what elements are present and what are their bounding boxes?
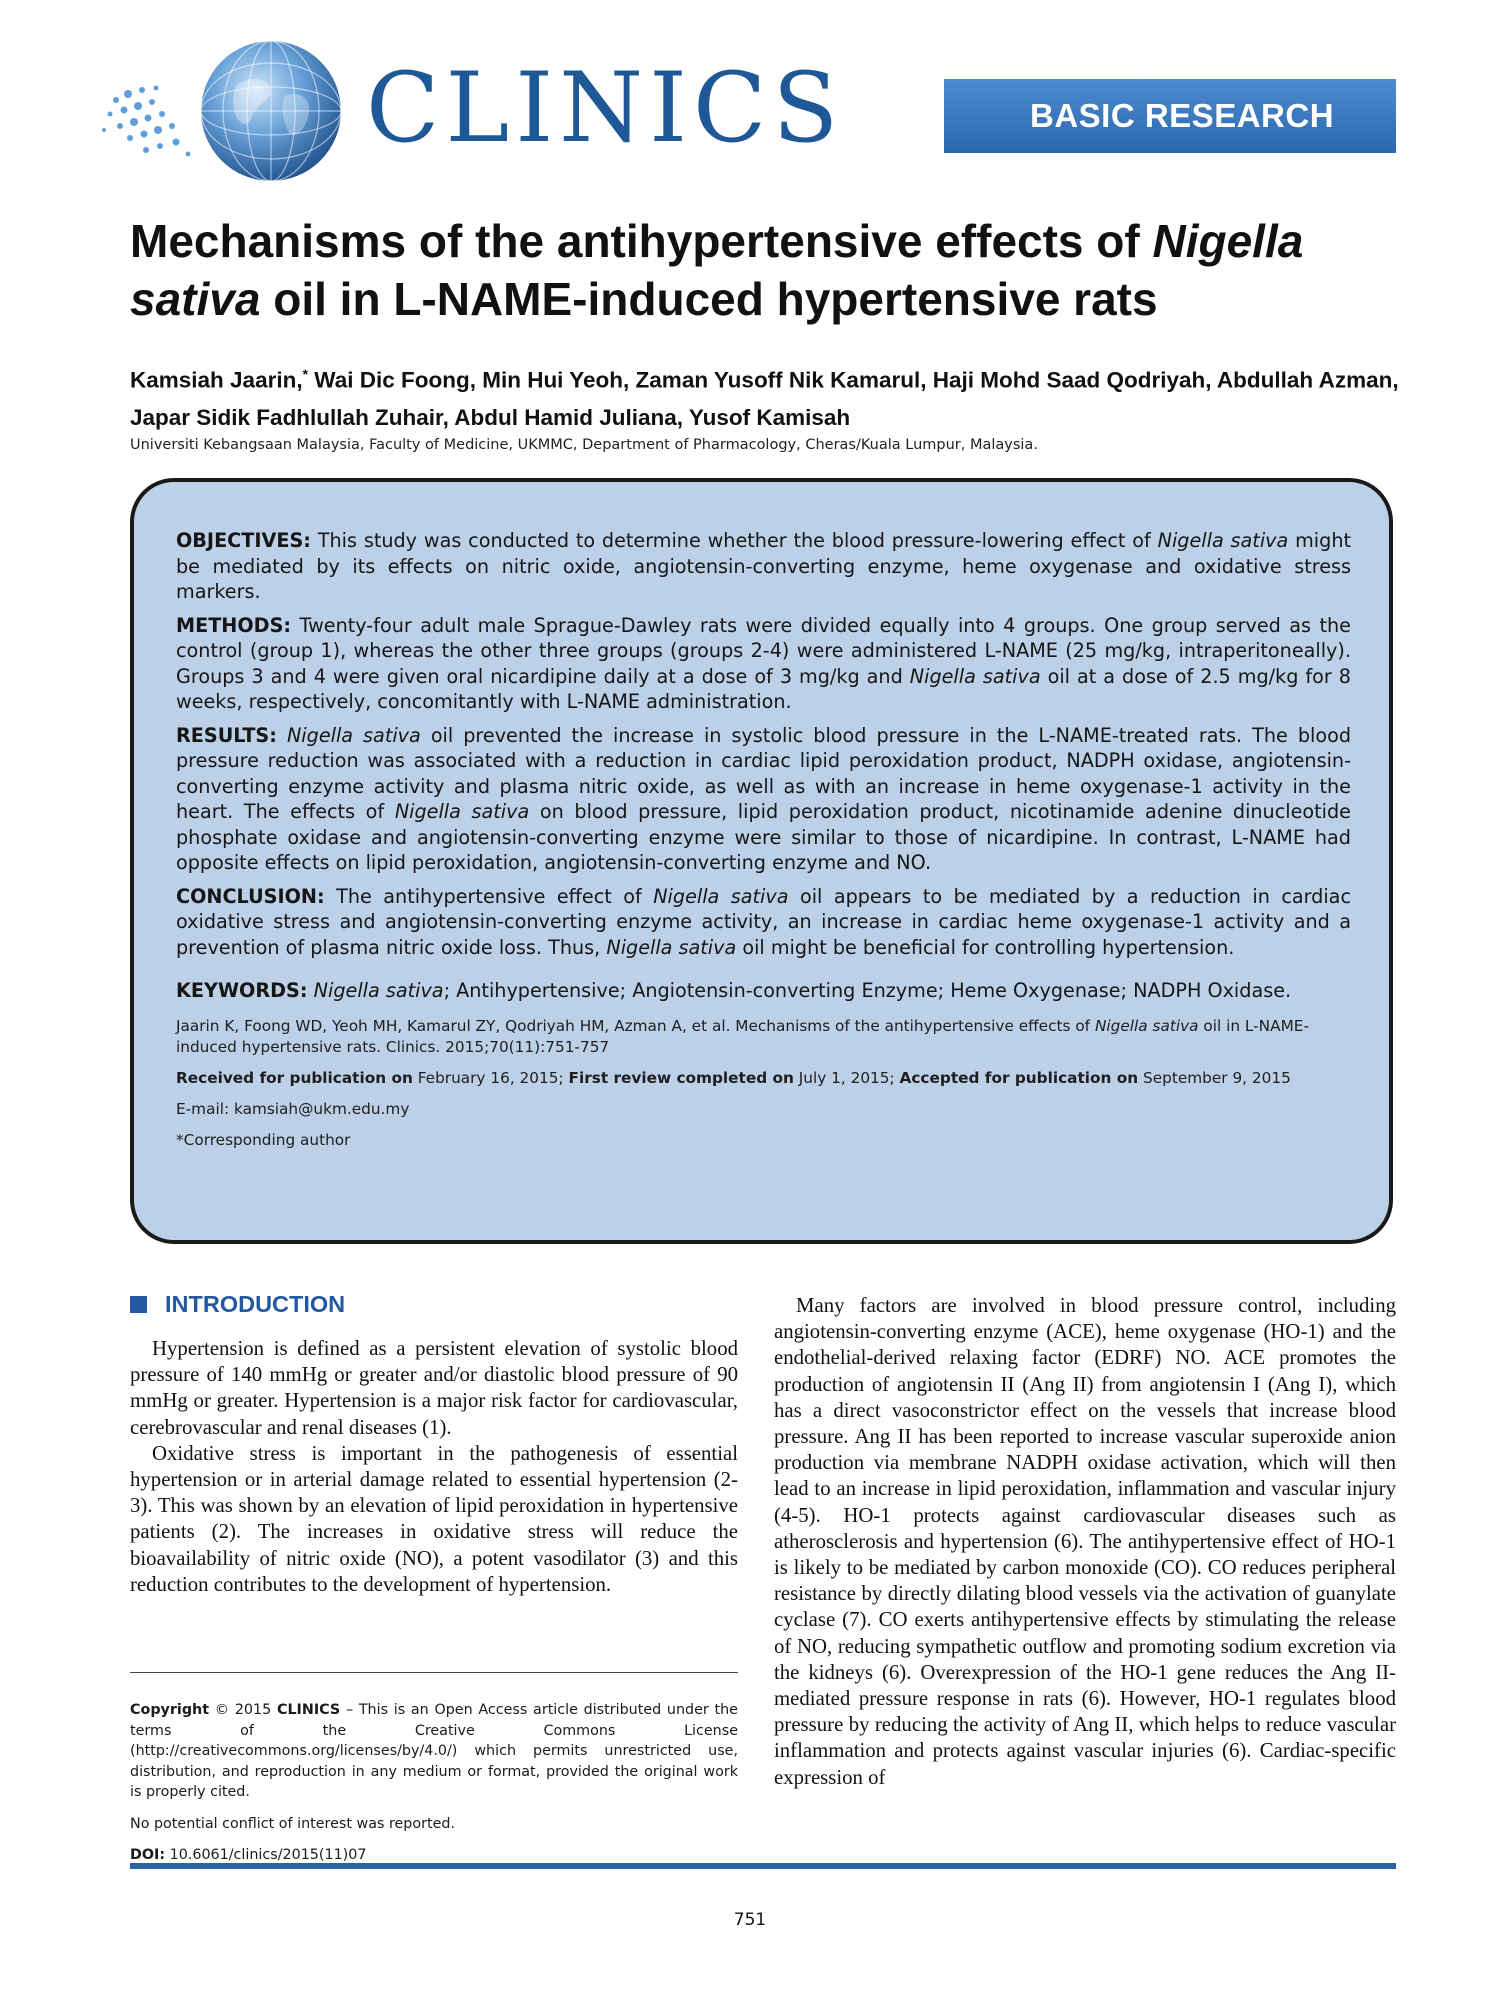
date-value: July 1, 2015; [793, 1068, 900, 1087]
globe-icon [196, 36, 346, 186]
title-italic: Nigella sativa [130, 215, 1304, 325]
section-label: METHODS: [176, 613, 292, 637]
abstract-results [176, 723, 1351, 876]
article-title [130, 212, 1410, 328]
section-tag [944, 79, 1396, 153]
citation [176, 1016, 1351, 1058]
date-value: February 16, 2015; [412, 1068, 569, 1087]
journal-wordmark: CLINICS [366, 52, 845, 164]
introduction-heading [130, 1291, 345, 1318]
species-italic: Nigella sativa [606, 935, 737, 959]
abstract-keywords [176, 978, 1351, 1004]
body-paragraph: Oxidative stress is important in the pathogenesis of essential hypertension or in arterial damage related to essential hypertension (2-3). This was shown by an elevation of lipid peroxidation in hypertensive patients (2). The increases in oxidative stress will reduce the bioavailability of nitric oxide (NO), a potent vasodilator (3) and this reduction contributes to the development of hypertension. [130, 1441, 738, 1596]
species-italic: Nigella sativa [394, 800, 530, 823]
abstract-text: on blood pressure, lipid peroxidation product, nicotinamide adenine dinucleotide phosphate oxidase and angiotensin-converting enzyme were similar to those of nicardipine. In contrast, L-NAME had opposite effects on lipid peroxidation, angiotensin-converting enzyme and NO. [176, 800, 1351, 874]
body-paragraph: Hypertension is defined as a persistent elevation of systolic blood pressure of 140 mmHg or greater and/or diastolic blood pressure of 90 mmHg or greater. Hypertension is a major risk factor for cardiovascular, cerebrovascular and renal diseases (1). [130, 1337, 738, 1439]
section-label: KEYWORDS: [176, 979, 308, 1002]
date-label: Received for publication on [176, 1068, 413, 1087]
corresponding-mark: * [302, 366, 309, 382]
date-value: September 9, 2015 [1138, 1068, 1291, 1087]
heading-square-icon [130, 1296, 147, 1313]
abstract-text: This study was conducted to determine whether the blood pressure-lowering effect of [310, 529, 1158, 552]
citation-text: Jaarin K, Foong WD, Yeoh MH, Kamarul ZY, Qodriyah HM, Azman A, et al. Mechanisms of the antihypertensive effects of [176, 1016, 1095, 1035]
abstract-text: oil appears to be mediated by a reduction in cardiac oxidative stress and angiotensin-converting enzyme activity, an increase in cardiac heme oxygenase-1 activity and a prevention of plasma nitric oxide loss. Thus, [176, 884, 1351, 959]
abstract-text: might be mediated by its effects on nitric oxide, angiotensin-converting enzyme, heme oxygenase and oxidative stress markers. [176, 529, 1351, 603]
copyright-brand: CLINICS [276, 1702, 341, 1718]
journal-logo [96, 30, 845, 180]
species-italic: Nigella sativa [313, 979, 444, 1002]
abstract-text: Twenty-four adult male Sprague-Dawley rats were divided equally into 4 groups. One group served as the control (group 1), whereas the other three groups (groups 2-4) were administered L-NAME (25 mg/kg, intraperitoneally). Groups 3 and 4 were given oral nicardipine daily at a dose of 3 mg/kg and [176, 613, 1351, 688]
publication-dates [176, 1068, 1351, 1089]
abstract-objectives [176, 528, 1351, 605]
left-column [130, 1336, 738, 1598]
abstract-conclusion [176, 884, 1351, 961]
abstract-text [277, 724, 287, 747]
page-number: 751 [733, 1910, 767, 1930]
copyright-year: © 2015 [209, 1702, 277, 1718]
title-text: oil in L-NAME-induced hypertensive rats [260, 273, 1158, 325]
date-label: First review completed on [568, 1068, 794, 1087]
bottom-rule [130, 1863, 1396, 1869]
body-paragraph: Many factors are involved in blood pressure control, including angiotensin-converting enzyme (ACE), heme oxygenase (HO-1) and the endothelial-derived relaxing factor (EDRF) NO. ACE promotes the production of angiotensin II (Ang II) from angiotensin I (Ang I), which has a direct vasoconstrictor effect on the vessels that increase blood pressure. Ang II has been reported to increase vascular superoxide anion production via membrane NADPH oxidase activation, which will then lead to an increase in lipid peroxidation, inflammation and vascular injury (4-5). HO-1 protects against cardiovascular diseases such as atherosclerosis and hypertension (6). The antihypertensive effect of HO-1 is likely to be mediated by carbon monoxide (CO). CO reduces peripheral resistance by directly dilating blood vessels via the activation of guanylate cyclase (7). CO exerts antihypertensive effects by stimulating the release of NO, reducing sympathetic outflow and promoting sodium excretion via the kidneys (6). Overexpression of the HO-1 gene reduces the Ang II-mediated pressure response in rats (6). However, HO-1 regulates blood pressure by reducing the activity of Ang II, which helps to reduce vascular inflammation and protects against vascular injuries (6). Cardiac-specific expression of [774, 1294, 1396, 1789]
copyright-text: – This is an Open Access article distributed under the terms of the Creative Commons License (http://creativecommons.org/licenses/by/4.0/) which permits unrestricted use, distribution, and reproduction in any medium or format, provided the original work is properly cited. [130, 1702, 738, 1800]
abstract-text: oil might be beneficial for controlling hypertension. [736, 935, 1235, 959]
section-label: OBJECTIVES: [176, 529, 311, 552]
copyright-note [130, 1700, 738, 1803]
species-italic: Nigella sativa [909, 664, 1041, 688]
abstract-box [130, 478, 1393, 1244]
section-label: RESULTS: [176, 723, 277, 747]
doi-label: DOI: [130, 1847, 166, 1863]
section-tag-label: BASIC RESEARCH [1030, 97, 1335, 134]
doi-value: 10.6061/clinics/2015(11)07 [165, 1847, 367, 1863]
species-italic: Nigella sativa [1094, 1016, 1199, 1035]
right-column [774, 1293, 1396, 1791]
abstract-text: ; Antihypertensive; Angiotensin-converting Enzyme; Heme Oxygenase; NADPH Oxidase. [443, 979, 1292, 1002]
citation-text: oil in L-NAME-induced hypertensive rats. Clinics. 2015;70(11):751-757 [176, 1016, 1309, 1056]
abstract-text: oil at a dose of 2.5 mg/kg for 8 weeks, respectively, concomitantly with L-NAME administration. [176, 664, 1351, 713]
date-label: Accepted for publication on [899, 1068, 1139, 1087]
affiliation: Universiti Kebangsaan Malaysia, Faculty of Medicine, UKMMC, Department of Pharmacology, Cheras/Kuala Lumpur, Malaysia. [130, 437, 1038, 453]
footnotes [130, 1700, 738, 1877]
abstract-text: oil prevented the increase in systolic blood pressure in the L-NAME-treated rats. The blood pressure reduction was associated with a reduction in cardiac lipid peroxidation product, NADPH oxidase, angiotensin-converting enzyme activity and plasma nitric oxide, as well as with an increase in heme oxygenase-1 activity in the heart. The effects of [176, 723, 1351, 823]
author-names: Wai Dic Foong, Min Hui Yeoh, Zaman Yusoff Nik Kamarul, Haji Mohd Saad Qodriyah, Abdullah Azman, Japar Sidik Fadhlullah Zuhair, Abdul Hamid Juliana, Yusof Kamisah [130, 367, 1399, 430]
conflict-note: No potential conflict of interest was reported. [130, 1815, 456, 1832]
section-label: CONCLUSION: [176, 884, 325, 908]
species-italic: Nigella sativa [653, 884, 789, 908]
author-list [130, 356, 1410, 436]
species-italic: Nigella sativa [286, 723, 421, 747]
corresponding-author-note: *Corresponding author [176, 1130, 351, 1149]
email-line: E-mail: kamsiah@ukm.edu.my [176, 1099, 410, 1118]
species-italic: Nigella sativa [1157, 529, 1289, 552]
copyright-label: Copyright [130, 1702, 210, 1718]
abstract-text: The antihypertensive effect of [324, 884, 654, 908]
title-text: Mechanisms of the antihypertensive effects of [130, 215, 1153, 267]
abstract-methods [176, 613, 1351, 715]
author-name: Kamsiah Jaarin, [130, 367, 303, 393]
footnote-divider [130, 1672, 738, 1673]
heading-text: INTRODUCTION [165, 1291, 346, 1317]
